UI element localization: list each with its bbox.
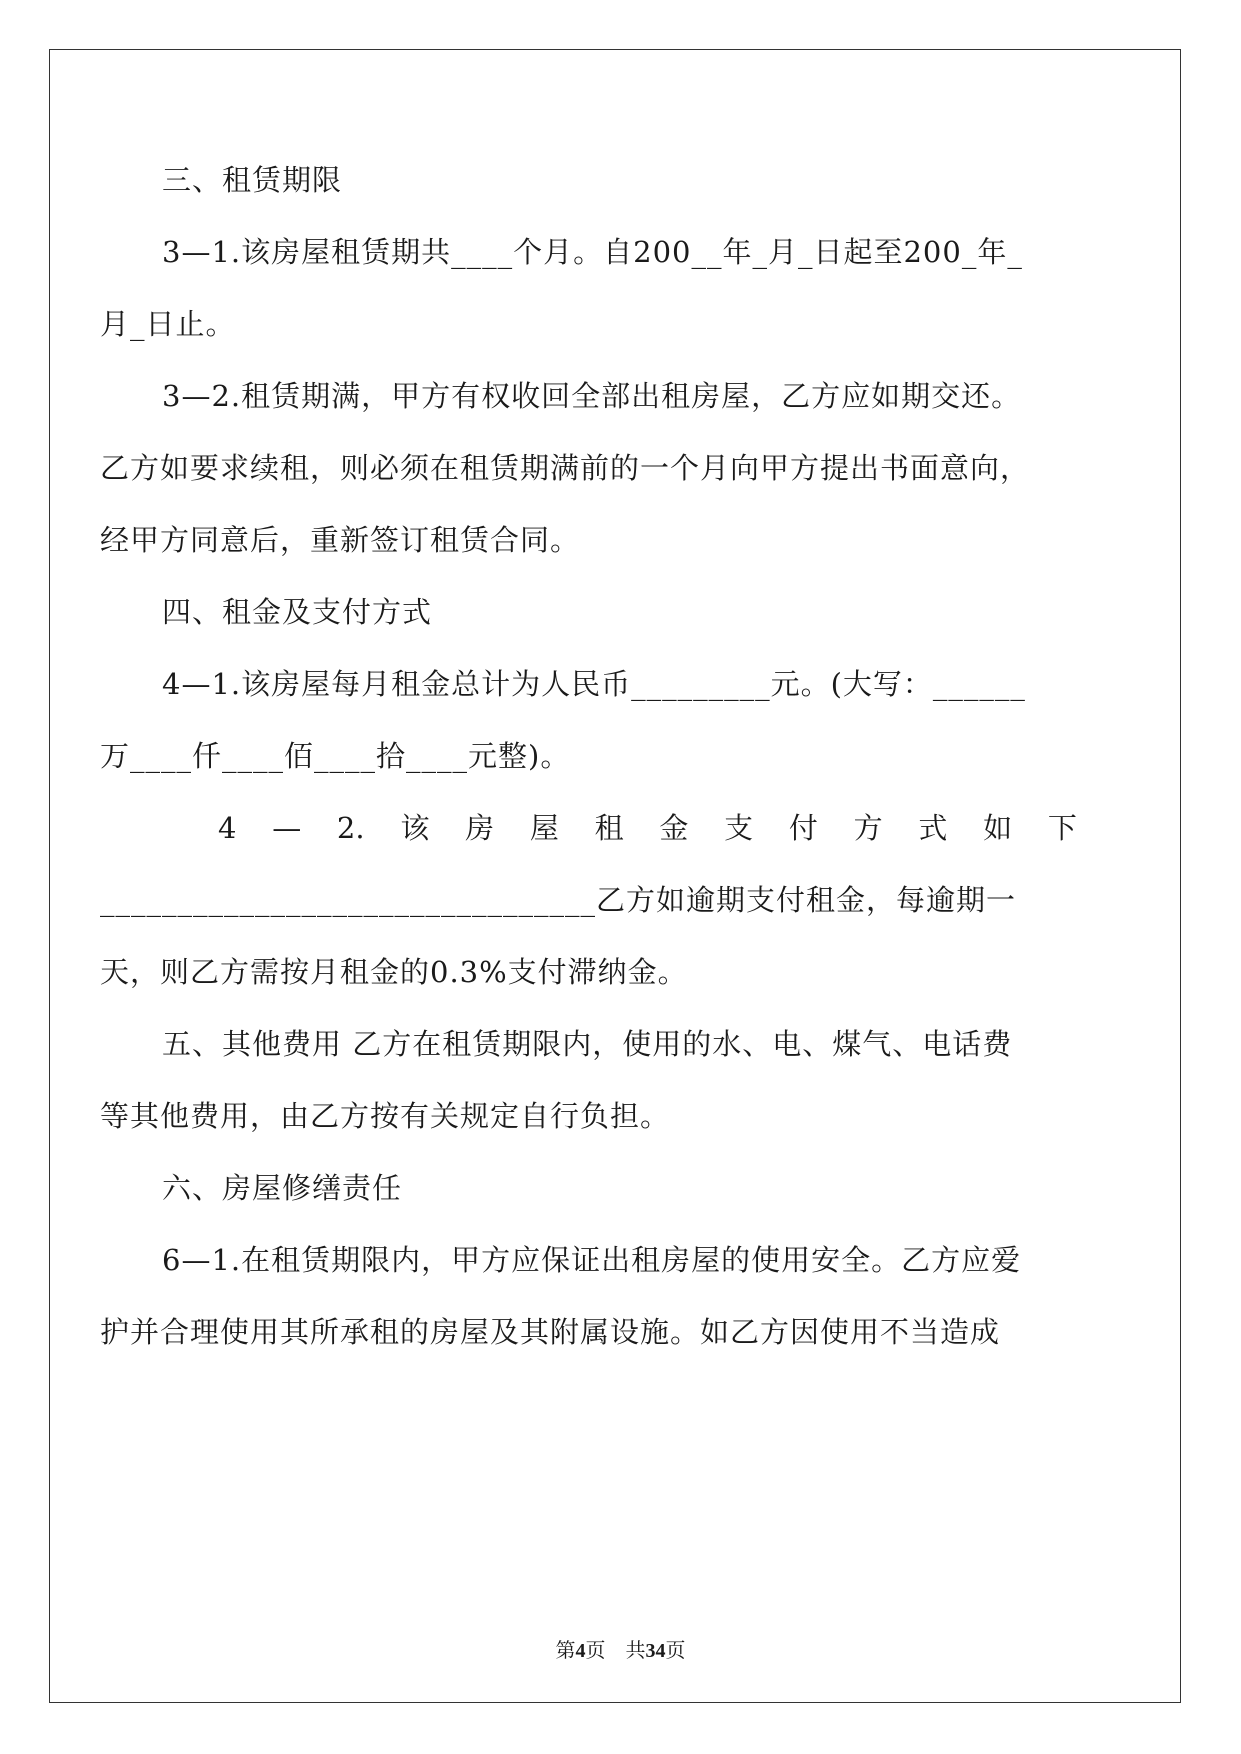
paragraph-line: 经甲方同意后，重新签订租赁合同。 <box>100 523 581 557</box>
spaced-char: 式 <box>918 811 948 845</box>
footer-suffix: 页 <box>665 1640 686 1662</box>
paragraph-line: 乙方如要求续租，则必须在租赁期满前的一个月向甲方提出书面意向， <box>100 451 1031 485</box>
spaced-char: 2. <box>336 811 365 845</box>
section-heading-lease-term: 三、租赁期限 <box>162 163 343 197</box>
spaced-char: — <box>272 811 302 845</box>
spaced-char: 该 <box>400 811 430 845</box>
section-heading-repair-duty: 六、房屋修缮责任 <box>162 1171 403 1205</box>
paragraph-line: 6—1.在租赁期限内，甲方应保证出租房屋的使用安全。乙方应爱 <box>162 1243 1022 1277</box>
spaced-char: 如 <box>983 811 1013 845</box>
footer-mid: 页 共 <box>585 1640 646 1662</box>
spaced-char: 付 <box>788 811 818 845</box>
paragraph-line: 万____仟____佰____拾____元整)。 <box>100 739 571 773</box>
section-heading-rent-payment: 四、租金及支付方式 <box>162 595 433 629</box>
spaced-char: 支 <box>724 811 754 845</box>
section-heading-other-fees: 五、其他费用 乙方在租赁期限内，使用的水、电、煤气、电话费 <box>162 1027 1013 1061</box>
spaced-char: 金 <box>659 811 689 845</box>
paragraph-line: ________________________________乙方如逾期支付租金，每逾期一 <box>100 883 1017 917</box>
paragraph-line: 天，则乙方需按月租金的0.3%支付滞纳金。 <box>100 955 688 989</box>
total-pages: 34 <box>645 1640 666 1662</box>
spaced-paragraph-line <box>218 808 1077 848</box>
page-frame <box>49 49 1181 1703</box>
spaced-char: 下 <box>1047 811 1077 845</box>
spaced-char: 房 <box>465 811 495 845</box>
paragraph-line: 3—2.租赁期满，甲方有权收回全部出租房屋，乙方应如期交还。 <box>162 379 1022 413</box>
paragraph-line: 等其他费用，由乙方按有关规定自行负担。 <box>100 1099 671 1133</box>
page-number: 4 <box>575 1640 586 1662</box>
page-footer <box>0 1634 1241 1663</box>
spaced-char: 租 <box>594 811 624 845</box>
spaced-char: 4 <box>218 811 237 845</box>
spaced-char: 方 <box>853 811 883 845</box>
paragraph-line: 护并合理使用其所承租的房屋及其附属设施。如乙方因使用不当造成 <box>100 1315 1001 1349</box>
paragraph-line: 4—1.该房屋每月租金总计为人民币_________元。(大写：______ <box>162 667 1026 701</box>
spaced-char: 屋 <box>529 811 559 845</box>
paragraph-line: 月_日止。 <box>100 307 236 341</box>
paragraph-line: 3—1.该房屋租赁期共____个月。自200__年_月_日起至200_年_ <box>162 235 1023 269</box>
footer-prefix: 第 <box>555 1640 576 1662</box>
